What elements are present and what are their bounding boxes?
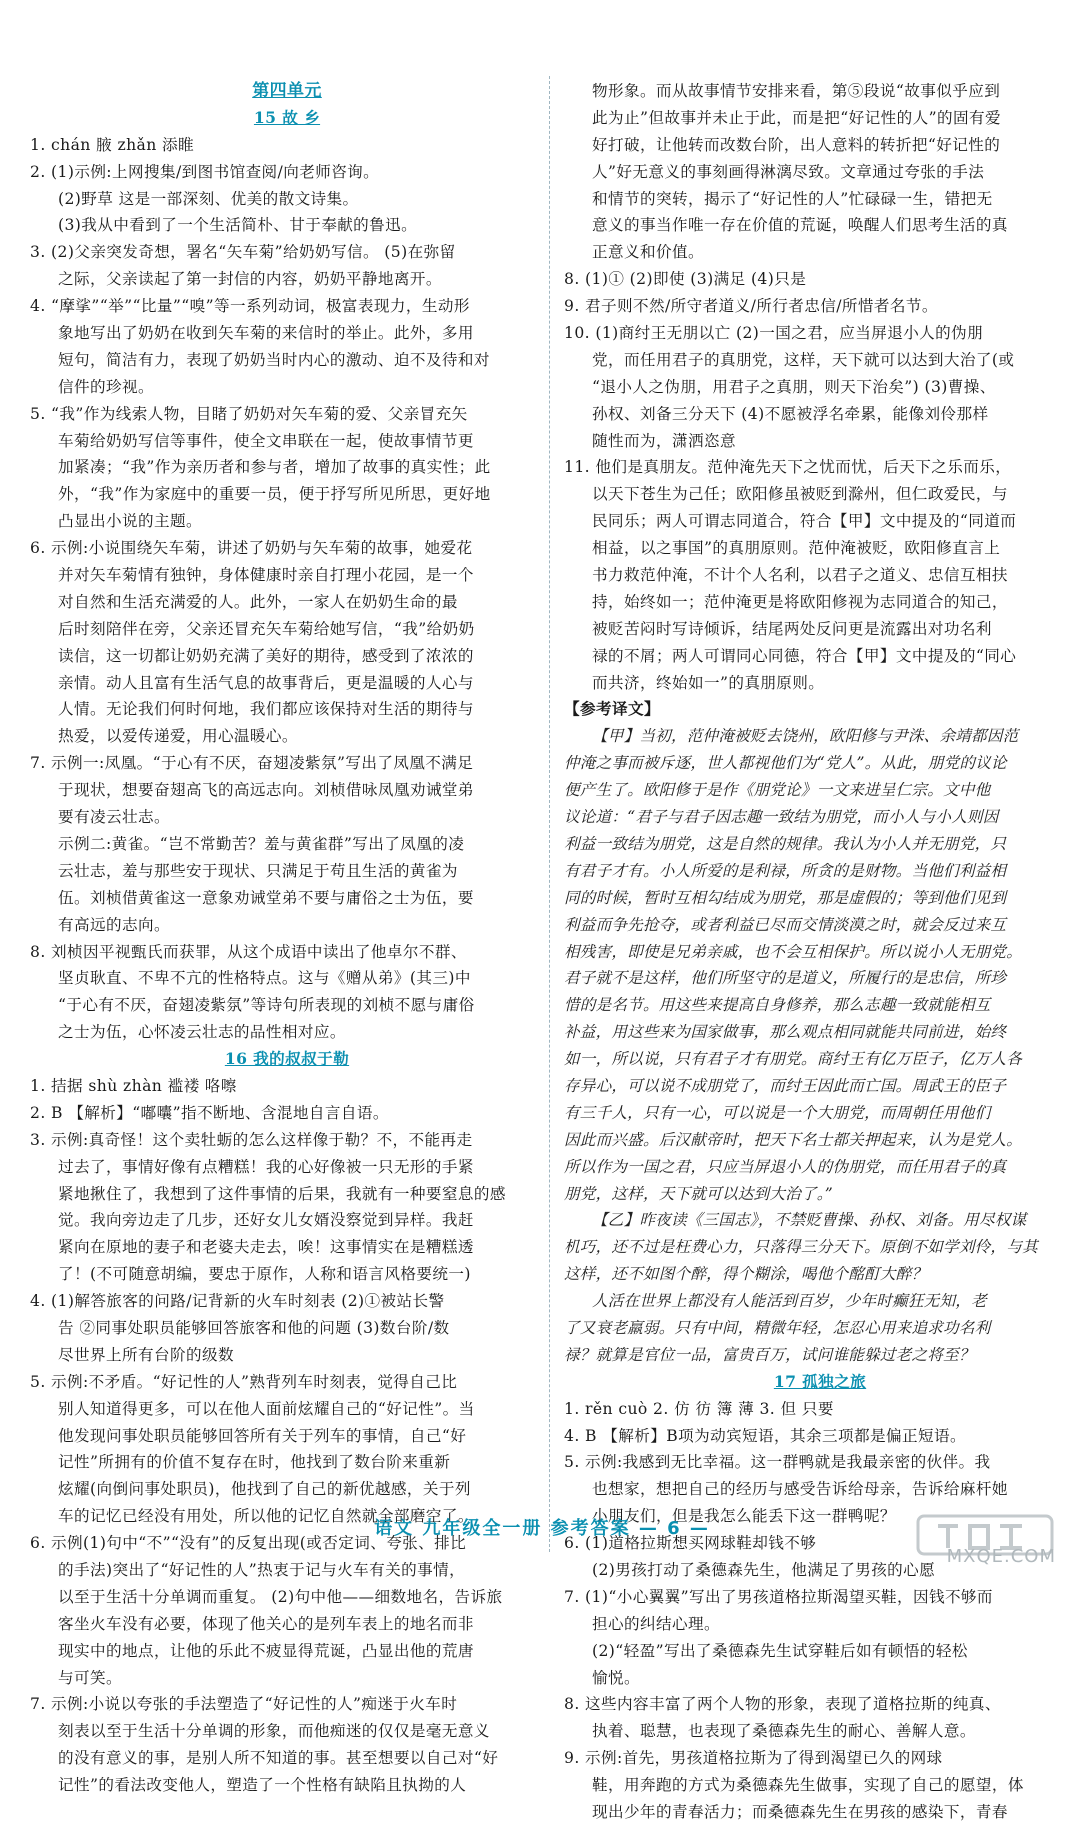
right-line: 民同乐；两人可谓志同道合，符合【甲】文中提及的“同道而 [592,512,1017,531]
right-line: 和情节的突转，揭示了“好记性的人”忙碌碌一生，错把无 [592,189,993,208]
left-line: 与可笑。 [58,1668,122,1687]
right-line: 随性而为，潇洒恣意 [592,431,736,450]
right-line: 8. 这些内容丰富了两个人物的形象，表现了道格拉斯的纯真、 [564,1695,1001,1714]
left-line: 4. (1)解答旅客的问路/记背新的火车时刻表 (2)①被站长警 [30,1292,445,1311]
right-line: 5. 示例:我感到无比幸福。这一群鸭就是我最亲密的伙伴。我 [564,1453,991,1472]
left-line: 伍。刘桢借黄雀这一意象劝诫堂弟不要与庸俗之士为伍，要 [58,888,474,907]
right-line: 仲淹之事而被斥逐，世人都视他们为“党人”。从此，朋党的议论 [564,754,1007,773]
right-line: 惜的是名节。用这些来提高自身修养，那么志趣一致就能相互 [564,996,991,1015]
right-line: 书力救范仲淹，不计个人名利，以君子之道义、忠信互相扶 [592,566,1008,585]
right-line: 人”好无意义的事刻画得淋漓尽致。文章通过夸张的手法 [592,162,985,181]
left-line: 以至于生活十分单调而重复。 (2)句中他——细数地名，告诉旅 [58,1587,503,1606]
left-line: 尽世界上所有台阶的级数 [58,1345,234,1364]
left-line: 要有凌云壮志。 [58,808,170,827]
left-line: 他发现问事处职员能够回答所有关于列车的事情，自己“好 [58,1426,467,1445]
right-line: 9. 君子则不然/所守者道义/所行者忠信/所惜者名节。 [564,297,938,316]
right-line: 同的时候，暂时互相勾结成为朋党，那是虚假的；等到他们见到 [564,888,1007,907]
left-line: 凸显出小说的主题。 [58,512,202,531]
left-line: 3. (2)父亲突发奇想，署名“矢车菊”给奶奶写信。 (5)在弥留 [30,243,456,262]
left-line: 后时刻陪伴在旁，父亲还冒充矢车菊给她写信，“我”给奶奶 [58,619,475,638]
right-line: 愉悦。 [592,1668,640,1687]
left-line: 了！(不可随意胡编，要忠于原作，人称和语言风格要统一) [58,1265,471,1284]
left-line: 别人知道得更多，可以在他人面前炫耀自己的“好记性”。当 [58,1399,475,1418]
right-line: (2)“轻盈”写出了桑德森先生试穿鞋后如有顿悟的轻松 [592,1641,968,1660]
left-line: 并对矢车菊情有独钟，身体健康时亲自打理小花园，是一个 [58,566,474,585]
right-line: 了又衰老羸弱。只有中间，精微年轻，怎忍心用来追求功名利 [564,1318,991,1337]
right-line: 此为止”但故事并未止于此，而是把“好记性的人”的固有爱 [592,108,1001,127]
right-line: 现出少年的青春活力；而桑德森先生在男孩的感染下，青春 [592,1803,1008,1821]
left-line: 热爱，以爱传递爱，用心温暖心。 [58,727,298,746]
right-line: 因此而兴盛。后汉献帝时，把天下名士都关押起来，认为是党人。 [564,1130,1023,1149]
left-line: 1. chán 腋 zhǎn 添睢 [30,135,195,154]
right-line: 补益，用这些来为国家做事，那么观点相同就能共同前进，始终 [564,1023,1007,1042]
right-line: “退小人之伪朋，用君子之真朋，则天下治矣”) (3)曹操、 [592,377,996,396]
left-line: 5. “我”作为线索人物，目睹了奶奶对矢车菊的爱、父亲冒充矢 [30,404,468,423]
left-line: 车的记忆已经没有用处，所以他的记忆自然就全部磨空了。 [58,1507,474,1526]
left-line: 8. 刘桢因平视甄氏而获罪，从这个成语中读出了他卓尔不群、 [30,942,467,961]
left-line: 7. 示例一:凤凰。“于心有不厌，奋翅凌紫氛”写出了凤凰不满足 [30,754,474,773]
right-line: 如一，所以说，只有君子才有朋党。商纣王有亿万臣子，亿万人各 [564,1050,1023,1069]
right-line: 以天下苍生为己任；欧阳修虽被贬到滁州，但仁政爱民，与 [592,485,1008,504]
right-line: 8. (1)① (2)即使 (3)满足 (4)只是 [564,270,807,289]
left-line: 6. 示例:小说围绕矢车菊，讲述了奶奶与矢车菊的故事，她爱花 [30,539,473,558]
right-line: 小朋友们，但是我怎么能丢下这一群鸭呢？ [592,1507,896,1526]
right-line: 【甲】当初，范仲淹被贬去饶州，欧阳修与尹洙、余靖都因范 [592,727,1019,746]
right-line: 禄的不屑；两人可谓同心同德，符合【甲】文中提及的“同心 [592,646,1017,665]
left-line: 的手法)突出了“好记性的人”热衷于记与火车有关的事情， [58,1560,466,1579]
left-line: 记性”所拥有的价值不复存在时，他找到了数台阶来重新 [58,1453,451,1472]
right-line: 7. (1)“小心翼翼”写出了男孩道格拉斯渴望买鞋，因钱不够而 [564,1587,993,1606]
left-column [30,78,544,1799]
right-line: 相残害，即使是兄弟亲戚，也不会互相保护。所以说小人无朋党。 [564,942,1023,961]
left-line: 之际，父亲读起了第一封信的内容，奶奶平静地离开。 [58,270,442,289]
left-line: 云壮志，羞与那些安于现状、只满足于苟且生活的黄雀为 [58,861,458,880]
left-line: 过去了，事情好像有点糟糕！我的心好像被一只无形的手紧 [58,1157,474,1176]
left-line: 读信，这一切都让奶奶充满了美好的期待，感受到了浓浓的 [58,646,474,665]
right-line: 人活在世界上都没有人能活到百岁，少年时癫狂无知，老 [592,1292,987,1311]
left-line: 于现状，想要奋翅高飞的高远志向。刘桢借咏凤凰劝诫堂弟 [58,781,474,800]
page-footer: 语文 九年级全一册 参考答案 — 6 — [374,1518,710,1539]
left-line: 16 我的叔叔于勒 [224,1049,350,1069]
right-line: 孙权、刘备三分天下 (4)不愿被浮名牵累，能像刘伶那样 [592,404,989,423]
left-line: 7. 示例:小说以夸张的手法塑造了“好记性的人”痴迷于火车时 [30,1695,458,1714]
right-line: 鞋，用奔跑的方式为桑德森先生做事，实现了自己的愿望，体 [592,1776,1024,1795]
right-line: 好打破，让他转而改数台阶，出人意料的转折把“好记性的 [592,135,1001,154]
left-line: 外，“我”作为家庭中的重要一员，便于抒写所见所思，更好地 [58,485,491,504]
right-line: 正意义和价值。 [592,243,704,262]
right-line: (2)男孩打动了桑德森先生，他满足了男孩的心愿 [592,1560,936,1579]
right-line: 意义的事当作唯一存在价值的荒诞，唤醒人们思考生活的真 [592,216,1008,235]
left-line: 6. 示例(1)句中“不”“没有”的反复出现(或否定词、夸张、排比 [30,1534,467,1553]
left-line: 4. “摩挲”“举”“比量”“嗅”等一系列动词，极富表现力，生动形 [30,297,470,316]
right-line: 党，而任用君子的真朋党，这样，天下就可以达到大治了(或 [592,350,1015,369]
right-line: 便产生了。欧阳修于是作《朋党论》一文来进呈仁宗。文中他 [564,781,991,800]
left-line: 现实中的地点，让他的乐此不疲显得荒诞，凸显出他的荒唐 [58,1641,474,1660]
right-line: 利益而争先抢夺，或者利益已尽而交情淡漠之时，就会反过来互 [564,915,1007,934]
left-line: 之士为伍，心怀凌云壮志的品性相对应。 [58,1023,346,1042]
left-line: 告 ②同事处职员能够回答旅客和他的问题 (3)数台阶/数 [58,1318,450,1337]
left-line: 亲情。动人且富有生活气息的故事背后，更是温暖的人心与 [58,673,474,692]
left-line: 象地写出了奶奶在收到矢车菊的来信时的举止。此外，多用 [58,324,474,343]
right-line: 禄？就算是官位一品，富贵百万，试问谁能躲过老之将至？ [564,1345,975,1364]
left-line: 信件的珍视。 [58,377,154,396]
left-line: 3. 示例:真奇怪！这个卖牡蛎的怎么这样像于勒？不，不能再走 [30,1130,473,1149]
right-line: 物形象。而从故事情节安排来看，第⑤段说“故事似乎应到 [592,82,1001,100]
left-line: 炫耀(向倒问事处职员)，他找到了自己的新优越感，关于列 [58,1480,471,1499]
right-line: 有三千人，只有一心，可以说是一个大朋党，而周朝任用他们 [564,1103,991,1122]
right-line: 【参考译文】 [564,699,660,719]
left-line: 第四单元 [252,81,322,101]
right-line: 利益一致结为朋党，这是自然的规律。我认为小人并无朋党，只 [564,834,1007,853]
right-line: 机巧，还不过是枉费心力，只落得三分天下。原倒不如学刘伶，与其 [564,1238,1038,1257]
right-line: 有君子才有。小人所爱的是利禄，所贪的是财物。当他们利益相 [564,861,1007,880]
left-line: (2)野草 这是一部深刻、优美的散文诗集。 [58,189,359,208]
left-line: 紧向在原地的妻子和老婆夫走去，唉！这事情实在是糟糕透 [58,1238,474,1257]
left-line: 觉。我向旁边走了几步，还好女儿女婿没察觉到异样。我赶 [58,1211,474,1230]
right-line: 这样，还不如图个醉，得个糊涂，喝他个酩酊大醉？ [564,1265,928,1284]
left-line: (3)我从中看到了一个生活简朴、甘于奉献的鲁迅。 [58,216,418,235]
right-line: 朋党，这样，天下就可以达到大治了。” [564,1184,833,1203]
left-line: 的没有意义的事，是别人所不知道的事。甚至想要以自己对“好 [58,1749,499,1768]
left-line: 加紧凑；“我”作为亲历者和参与者，增加了故事的真实性；此 [58,458,491,477]
right-line: 17 孤独之旅 [773,1371,867,1391]
right-line: 9. 示例:首先，男孩道格拉斯为了得到渴望已久的网球 [564,1749,943,1768]
left-line: 对自然和生活充满爱的人。此外，一家人在奶奶生命的最 [58,592,458,611]
right-line: 君子就不是这样，他们所坚守的是道义，所履行的是忠信，所珍 [564,969,1007,988]
left-line: 坚贞耿直、不卑不亢的性格特点。这与《赠从弟》(其三)中 [58,969,471,988]
left-line: 刻表以至于生活十分单调的形象，而他痴迷的仅仅是毫无意义 [58,1722,490,1741]
left-line: 1. 拮据 shù zhàn 褴褛 咯嚓 [30,1076,237,1095]
right-line: 相益，以之事国”的真朋原则。范仲淹被贬，欧阳修直言上 [592,539,1001,558]
left-line: 5. 示例:不矛盾。“好记性的人”熟背列车时刻表，觉得自己比 [30,1372,458,1391]
right-line: 担心的纠结心理。 [592,1614,720,1633]
left-line: 有高远的志向。 [58,915,170,934]
right-line: 也想家，想把自己的经历与感受告诉给母亲，告诉给麻杆她 [592,1480,1008,1499]
left-line: “于心有不厌，奋翅凌紫氛”等诗句所表现的刘桢不愿与庸俗 [58,996,475,1015]
column-divider [549,76,550,1552]
left-line: 短句，简洁有力，表现了奶奶当时内心的激动、迫不及待和对 [58,350,490,369]
left-line: 15 故 乡 [253,107,321,127]
right-line: 存异心，可以说不成朋党了，而纣王因此而亡国。周武王的臣子 [564,1076,1007,1095]
right-line: 1. rěn cuò 2. 仿 彷 簿 薄 3. 但 只要 [564,1399,834,1418]
right-line: 议论道：“君子与君子因志趣一致结为朋党，而小人与小人则因 [564,808,999,827]
left-line: 车菊给奶奶写信等事件，使全文串联在一起，使故事情节更 [58,431,474,450]
right-line: 持，始终如一；范仲淹更是将欧阳修视为志同道合的知己， [592,592,1008,611]
left-line: 示例二:黄雀。“岂不常勤苦？羞与黄雀群”写出了凤凰的凌 [58,834,465,853]
left-line: 客坐火车没有必要，体现了他关心的是列车表上的地名而非 [58,1614,474,1633]
right-line: 执着、聪慧，也表现了桑德森先生的耐心、善解人意。 [592,1722,976,1741]
left-line: 2. (1)示例:上网搜集/到图书馆查阅/向老师咨询。 [30,162,380,181]
left-line: 记性”的看法改变他人，塑造了一个性格有缺陷且执拗的人 [58,1776,467,1795]
left-line: 2. B 【解析】“嘟囔”指不断地、含混地自言自语。 [30,1103,389,1122]
right-line: 10. (1)商纣王无朋以亡 (2)一国之君，应当屏退小人的伪朋 [564,324,984,343]
right-line: 6. (1)道格拉斯想买网球鞋却钱不够 [564,1534,817,1553]
right-line: 被贬苦闷时写诗倾诉，结尾两处反问更是流露出对功名利 [592,619,992,638]
left-line: 紧地揪住了，我想到了这件事情的后果，我就有一种要窒息的感 [58,1184,506,1203]
right-line: 而共济，终始如一”的真朋原则。 [592,673,825,692]
right-line: 【乙】昨夜读《三国志》，不禁贬曹操、孙权、刘备。用尽权谋 [592,1211,1027,1230]
right-line: 所以作为一国之君，只应当屏退小人的伪朋党，而任用君子的真 [564,1157,1007,1176]
right-line: 11. 他们是真朋友。范仲淹先天下之忧而忧，后天下之乐而乐， [564,458,1012,477]
watermark-text: MXQE.COM [946,1546,1056,1567]
left-line: 人情。无论我们何时何地，我们都应该保持对生活的期待与 [58,700,474,719]
right-line: 4. B 【解析】B项为动宾短语，其余三项都是偏正短语。 [564,1426,966,1445]
